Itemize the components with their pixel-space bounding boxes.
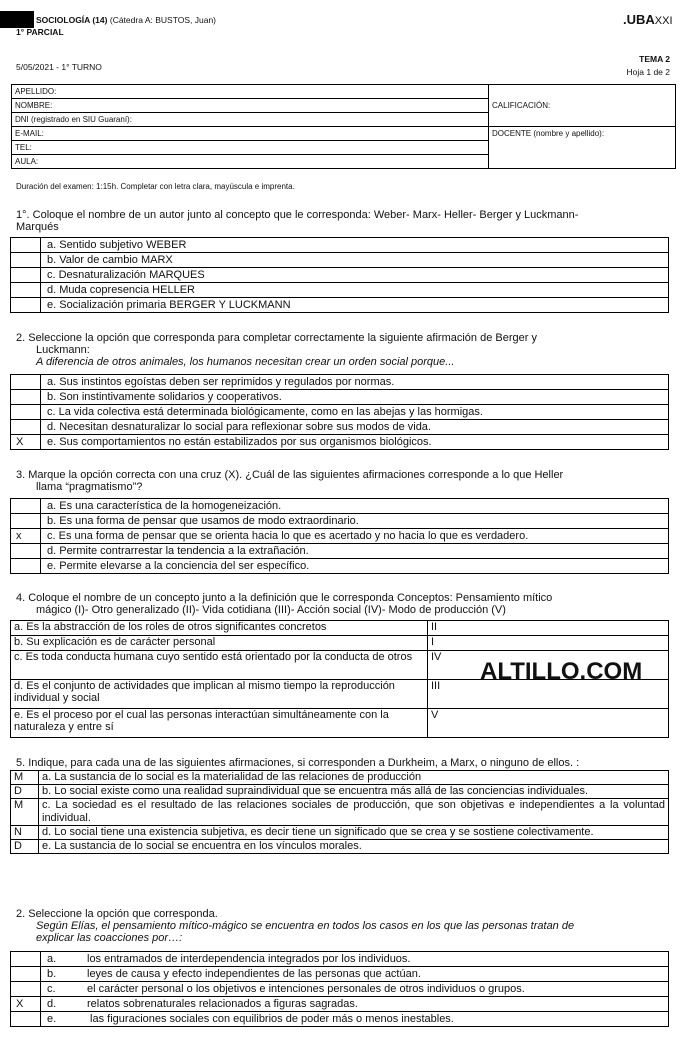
redaction-bar <box>0 11 34 28</box>
statement-text: e. La sustancia de lo social se encuentra en los vínculos morales. <box>39 840 669 854</box>
table-row <box>11 826 669 840</box>
option-text: las figuraciones sociales con equilibrios de poder más o menos inestables. <box>87 1013 454 1025</box>
answer-mark[interactable] <box>11 405 41 420</box>
answer-mark[interactable] <box>11 967 41 982</box>
option-letter: d. <box>47 998 57 1010</box>
q3-table <box>10 498 669 574</box>
table-row <box>11 636 669 651</box>
author-mark[interactable]: M <box>11 799 39 826</box>
option-text: los entramados de interdependencia integrados por los individuos. <box>87 953 411 965</box>
concept-answer[interactable]: V <box>428 709 669 738</box>
answer-mark[interactable] <box>11 375 41 390</box>
q1-prompt <box>16 209 578 233</box>
q2-italic-stem: A diferencia de otros animales, los humanos necesitan crear un orden social porque... <box>36 356 455 368</box>
altillo-watermark: ALTILLO.COM <box>480 658 643 685</box>
field-aula[interactable]: AULA: <box>12 155 489 169</box>
q5-prompt: 5. Indique, para cada una de las siguientes afirmaciones, si corresponden a Durkheim, a Marx, o ninguno de ellos. : <box>16 757 580 769</box>
exam-instructions: Duración del examen: 1:15h. Completar con letra clara, mayúscula e imprenta. <box>16 182 295 191</box>
answer-mark[interactable] <box>11 390 41 405</box>
teacher-label: DOCENTE (nombre y apellido): <box>492 129 605 138</box>
option-text: d. Permite contrarrestar la tendencia a la extrañación. <box>41 544 669 559</box>
concept-answer[interactable]: II <box>428 621 669 636</box>
answer-mark[interactable] <box>11 514 41 529</box>
q4-prompt <box>16 592 552 616</box>
option-text: e. Permite elevarse a la conciencia del ser específico. <box>41 559 669 574</box>
q6-italic-line2: explicar las coacciones por…: <box>36 932 183 944</box>
list-item <box>41 967 669 982</box>
q1-prompt-line2: Marqués <box>16 221 59 233</box>
teacher-field[interactable] <box>489 127 676 169</box>
q3-prompt-line1: 3. Marque la opción correcta con una cruz (X). ¿Cuál de las siguientes afirmaciones corresponde a lo que Heller <box>16 469 564 481</box>
table-row <box>11 952 669 967</box>
table-row <box>11 268 669 283</box>
field-apellido[interactable]: APELLIDO: <box>12 85 489 99</box>
q6-prompt-line: 2. Seleccione la opción que corresponda. <box>16 908 218 920</box>
option-letter: c. <box>47 983 56 995</box>
statement-text: d. Lo social tiene una existencia subjetiva, es decir tiene un significado que se crea y se sostiene colectivamente. <box>39 826 669 840</box>
option-text: b. Valor de cambio MARX <box>41 253 669 268</box>
table-row <box>11 499 669 514</box>
option-text: b. Es una forma de pensar que usamos de modo extraordinario. <box>41 514 669 529</box>
answer-mark[interactable]: x <box>11 529 41 544</box>
course-name: SOCIOLOGÍA (14) <box>36 15 108 25</box>
table-row <box>11 559 669 574</box>
option-text: e. Socialización primaria BERGER Y LUCKMANN <box>41 298 669 313</box>
uba-logo-main: .UBA <box>623 12 655 27</box>
table-row <box>11 514 669 529</box>
q2-prompt-line2: Luckmann: <box>36 344 90 356</box>
table-row <box>11 785 669 799</box>
table-row <box>11 840 669 854</box>
statement-text: a. La sustancia de lo social es la materialidad de las relaciones de producción <box>39 771 669 785</box>
course-title <box>36 15 216 25</box>
option-letter: e. <box>47 1013 57 1025</box>
option-letter: a. <box>47 953 57 965</box>
exam-date: 5/05/2021 - 1° TURNO <box>16 62 102 72</box>
option-text: c. La vida colectiva está determinada biológicamente, como en las abejas y las hormigas. <box>41 405 669 420</box>
q2-prompt <box>16 332 537 368</box>
tema-label: TEMA 2 <box>639 54 670 64</box>
q2-prompt-line1: 2. Seleccione la opción que corresponda para completar correctamente la siguiente afirmación de Berger y <box>16 332 537 344</box>
option-text: c. Es una forma de pensar que se orienta hacia lo que es acertado y no hacia lo que es verdadero. <box>41 529 669 544</box>
table-row <box>11 799 669 826</box>
exam-title: 1° PARCIAL <box>16 27 64 37</box>
option-text: c. Desnaturalización MARQUES <box>41 268 669 283</box>
definition-text: d. Es el conjunto de actividades que implican al mismo tiempo la reproducción individual y social <box>11 680 428 709</box>
uba-logo <box>623 12 673 27</box>
answer-mark[interactable] <box>11 238 41 253</box>
student-info-table <box>11 84 676 169</box>
answer-mark[interactable] <box>11 982 41 997</box>
q3-prompt-line2: llama “pragmatismo”? <box>36 481 143 493</box>
table-row <box>11 1012 669 1027</box>
q3-prompt <box>16 469 563 493</box>
q5-table <box>10 770 669 854</box>
option-text: el carácter personal o los objetivos e intenciones personales de otros individuos o grupos. <box>87 983 525 995</box>
q6-table <box>10 951 669 1027</box>
concept-answer[interactable]: III <box>428 680 669 709</box>
q4-prompt-line2: mágico (I)- Otro generalizado (II)- Vida cotidiana (III)- Acción social (IV)- Modo de producción (V) <box>36 604 506 616</box>
option-text: leyes de causa y efecto independientes de las personas que actúan. <box>87 968 421 980</box>
definition-text: a. Es la abstracción de los roles de otros significantes concretos <box>11 621 428 636</box>
grade-field[interactable] <box>489 85 676 127</box>
field-dni[interactable]: DNI (registrado en SIU Guaraní): <box>12 113 489 127</box>
course-chair: (Cátedra A: BUSTOS, Juan) <box>109 15 216 25</box>
q1-table <box>10 237 669 313</box>
q6-italic-line1: Según Elías, el pensamiento mítico-mágico se encuentra en todos los casos en los que las personas tratan de <box>36 920 575 932</box>
answer-mark[interactable] <box>11 499 41 514</box>
option-text: a. Sentido subjetivo WEBER <box>41 238 669 253</box>
author-mark[interactable]: M <box>11 771 39 785</box>
table-row <box>11 709 669 738</box>
list-item <box>41 952 669 967</box>
list-item <box>41 997 669 1012</box>
option-text: a. Es una característica de la homogeneización. <box>41 499 669 514</box>
answer-mark[interactable] <box>11 952 41 967</box>
answer-mark[interactable] <box>11 298 41 313</box>
table-row <box>11 390 669 405</box>
answer-mark[interactable] <box>11 283 41 298</box>
table-row <box>11 283 669 298</box>
list-item <box>41 982 669 997</box>
table-row <box>11 967 669 982</box>
table-row <box>11 298 669 313</box>
author-mark[interactable]: D <box>11 785 39 799</box>
answer-mark[interactable] <box>11 1012 41 1027</box>
answer-mark[interactable] <box>11 253 41 268</box>
table-row <box>11 238 669 253</box>
answer-mark[interactable]: X <box>11 435 41 450</box>
table-row <box>11 253 669 268</box>
table-row <box>11 435 669 450</box>
table-row <box>11 375 669 390</box>
table-row <box>11 997 669 1012</box>
option-text: d. Necesitan desnaturalizar lo social para reflexionar sobre sus modos de vida. <box>41 420 669 435</box>
list-item <box>41 1012 669 1027</box>
option-text: d. Muda copresencia HELLER <box>41 283 669 298</box>
table-row <box>11 982 669 997</box>
answer-mark[interactable] <box>11 420 41 435</box>
answer-mark[interactable] <box>11 268 41 283</box>
concept-answer[interactable]: I <box>428 636 669 651</box>
answer-mark[interactable] <box>11 544 41 559</box>
table-row <box>11 405 669 420</box>
definition-text: c. Es toda conducta humana cuyo sentido está orientado por la conducta de otros <box>11 651 428 680</box>
option-text: e. Sus comportamientos no están estabilizados por sus organismos biológicos. <box>41 435 669 450</box>
field-tel[interactable]: TEL: <box>12 141 489 155</box>
concept-answer[interactable]: IV <box>428 651 669 680</box>
uba-logo-sub: XXI <box>654 15 673 27</box>
q6-prompt <box>16 908 574 944</box>
author-mark[interactable]: N <box>11 826 39 840</box>
q1-prompt-line1: 1°. Coloque el nombre de un autor junto al concepto que le corresponda: Weber- Marx- Heller- Berger y Luckmann- <box>16 209 579 221</box>
option-text: a. Sus instintos egoístas deben ser reprimidos y regulados por normas. <box>41 375 669 390</box>
q4-prompt-line1: 4. Coloque el nombre de un concepto junto a la definición que le corresponda Conceptos: Pensamiento mítico <box>16 592 553 604</box>
table-row <box>11 771 669 785</box>
table-row <box>11 529 669 544</box>
q2-table <box>10 374 669 450</box>
field-nombre[interactable]: NOMBRE: <box>12 99 489 113</box>
table-row <box>11 544 669 559</box>
definition-text: e. Es el proceso por el cual las personas interactúan simultáneamente con la naturaleza y entre sí <box>11 709 428 738</box>
answer-mark[interactable] <box>11 559 41 574</box>
option-text: relatos sobrenaturales relacionados a figuras sagradas. <box>87 998 358 1010</box>
grade-label: CALIFICACIÓN: <box>492 101 551 110</box>
option-text: b. Son instintivamente solidarios y cooperativos. <box>41 390 669 405</box>
table-row <box>11 621 669 636</box>
answer-mark[interactable]: X <box>11 997 41 1012</box>
option-letter: b. <box>47 968 57 980</box>
statement-text: b. Lo social existe como una realidad supraindividual que se encuentra más allá de las conciencias individuales. <box>39 785 669 799</box>
table-row <box>11 420 669 435</box>
field-email[interactable]: E-MAIL: <box>12 127 489 141</box>
page-count: Hoja 1 de 2 <box>626 67 670 77</box>
author-mark[interactable]: D <box>11 840 39 854</box>
statement-text: c. La sociedad es el resultado de las relaciones sociales de producción, que son objetivas e independientes a la voluntad individual. <box>39 799 669 826</box>
definition-text: b. Su explicación es de carácter personal <box>11 636 428 651</box>
